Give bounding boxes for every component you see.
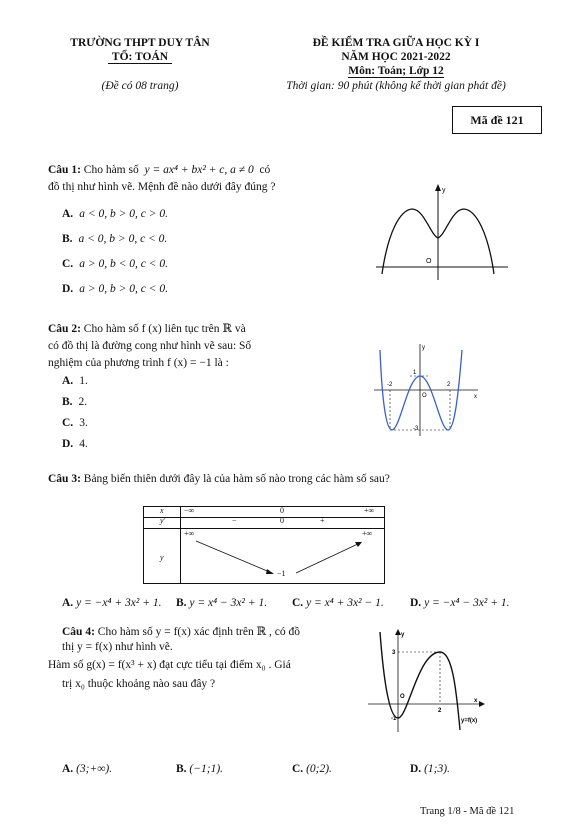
yprime-row-label: y' bbox=[160, 516, 166, 525]
option-text: y = −x⁴ − 3x² + 1. bbox=[424, 597, 510, 609]
q3-text: Bảng biến thiên dưới đây là của hàm số nào trong các hàm số sau? bbox=[83, 473, 390, 485]
sign-minus: − bbox=[232, 516, 237, 525]
q2-line1 bbox=[48, 322, 246, 337]
q4-option-c[interactable] bbox=[292, 763, 332, 775]
department-text: TỔ: TOÁN bbox=[108, 51, 172, 64]
school-name: TRƯỜNG THPT DUY TÂN bbox=[70, 37, 210, 49]
q1-graph bbox=[372, 182, 512, 282]
option-text: y = x⁴ + 3x² − 1. bbox=[306, 597, 384, 609]
option-text: a < 0, b > 0, c > 0. bbox=[79, 208, 168, 220]
option-label: A. bbox=[62, 763, 74, 775]
x-axis-label: x bbox=[474, 698, 478, 704]
arrow-down-head-icon bbox=[266, 569, 274, 574]
option-label: D. bbox=[62, 438, 74, 450]
q1-option-b[interactable] bbox=[62, 233, 167, 245]
q3-line bbox=[48, 472, 390, 487]
q1-option-d[interactable] bbox=[62, 283, 168, 295]
origin-label: O bbox=[422, 393, 427, 399]
sign-plus: + bbox=[320, 516, 325, 525]
q4-option-d[interactable] bbox=[410, 763, 450, 775]
tick-y-neg3: -3 bbox=[413, 426, 419, 432]
option-text: a > 0, b > 0, c < 0. bbox=[79, 283, 168, 295]
option-text: a > 0, b < 0, c < 0. bbox=[79, 258, 168, 270]
q1-option-a[interactable] bbox=[62, 208, 168, 220]
option-text: (0;2). bbox=[306, 763, 332, 775]
option-label: B. bbox=[62, 233, 73, 245]
y-min-val: −1 bbox=[277, 569, 286, 578]
tick-y-3: 3 bbox=[392, 650, 396, 656]
q3-option-b[interactable] bbox=[176, 597, 267, 609]
q1-label: Câu 1: bbox=[48, 164, 81, 176]
option-label: D. bbox=[410, 597, 422, 609]
option-text: (3;+∞). bbox=[76, 763, 113, 775]
q2-option-b[interactable] bbox=[62, 396, 87, 408]
page-count: (Đề có 08 trang) bbox=[101, 80, 179, 92]
q3-option-c[interactable] bbox=[292, 597, 384, 609]
option-label: D. bbox=[410, 763, 422, 775]
curve-label: y=f(x) bbox=[461, 718, 478, 724]
x-val-neg-inf: −∞ bbox=[184, 506, 195, 515]
x-val-pos-inf: +∞ bbox=[364, 506, 375, 515]
option-text: a < 0, b > 0, c < 0. bbox=[78, 233, 168, 245]
y-row-label: y bbox=[160, 553, 164, 562]
option-label: A. bbox=[62, 597, 74, 609]
q4-option-b[interactable] bbox=[176, 763, 223, 775]
school-year: NĂM HỌC 2021-2022 bbox=[341, 51, 451, 63]
q2-option-c[interactable] bbox=[62, 417, 88, 429]
option-label: B. bbox=[62, 396, 73, 408]
y-axis-label: y bbox=[401, 632, 405, 638]
tick-x-2: 2 bbox=[438, 708, 442, 714]
q2-text-1: Cho hàm số f (x) liên tục trên ℝ và bbox=[83, 323, 246, 335]
page-footer: Trang 1/8 - Mã đề 121 bbox=[420, 806, 515, 817]
q4-line1 bbox=[62, 624, 300, 638]
department bbox=[60, 51, 220, 63]
q4-label: Câu 4: bbox=[62, 626, 95, 638]
y-axis-arrow-icon bbox=[435, 184, 441, 191]
q2-graph bbox=[370, 340, 482, 440]
q1-line2: đồ thị như hình vẽ. Mệnh đề nào dưới đây đúng ? bbox=[48, 181, 276, 193]
table-arrows bbox=[144, 507, 384, 583]
option-label: A. bbox=[62, 208, 74, 220]
y-left-val: +∞ bbox=[184, 529, 195, 538]
tick-x-pos2: 2 bbox=[447, 382, 451, 388]
arrow-down-line bbox=[196, 541, 272, 573]
variation-table bbox=[143, 506, 385, 584]
option-text: (−1;1). bbox=[189, 763, 224, 775]
option-label: C. bbox=[62, 417, 74, 429]
time-limit: Thời gian: 90 phút (không kể thời gian phát đề) bbox=[286, 80, 506, 92]
option-label: D. bbox=[62, 283, 74, 295]
option-label: B. bbox=[176, 763, 187, 775]
option-text: y = −x⁴ + 3x² + 1. bbox=[76, 597, 162, 609]
x-axis-arrow-icon bbox=[479, 701, 485, 707]
option-label: C. bbox=[292, 597, 304, 609]
q4-line4: trị x₀ thuộc khoảng nào sau đây ? bbox=[62, 678, 216, 690]
subject-line bbox=[256, 65, 536, 77]
option-label: C. bbox=[62, 258, 74, 270]
option-label: C. bbox=[292, 763, 304, 775]
option-text: 4. bbox=[79, 438, 88, 450]
option-text: 3. bbox=[79, 417, 88, 429]
option-text: 1. bbox=[79, 375, 88, 387]
x-row-label: x bbox=[160, 506, 164, 515]
x-axis-label: x bbox=[474, 394, 477, 400]
q4-graph bbox=[364, 626, 494, 736]
y-axis-label: y bbox=[442, 187, 446, 194]
x-val-zero: 0 bbox=[280, 506, 284, 515]
option-label: A. bbox=[62, 375, 74, 387]
q2-line2: có đồ thị là đường cong như hình vẽ sau: Số bbox=[48, 340, 252, 352]
exam-code-box: Mã đề 121 bbox=[452, 106, 542, 134]
subject-text: Môn: Toán; Lớp 12 bbox=[348, 65, 444, 77]
q2-line3: nghiệm của phương trình f (x) = −1 là : bbox=[48, 357, 229, 369]
q1-text-a: Cho hàm số bbox=[83, 164, 139, 176]
q2-label: Câu 2: bbox=[48, 323, 81, 335]
y-right-val: +∞ bbox=[362, 529, 373, 538]
option-label: B. bbox=[176, 597, 187, 609]
q1-formula: y = ax⁴ + bx² + c, a ≠ 0 bbox=[144, 164, 254, 176]
origin-label: O bbox=[400, 694, 405, 700]
y-axis-label: y bbox=[422, 345, 425, 351]
q3-label: Câu 3: bbox=[48, 473, 81, 485]
tick-x-neg2: -2 bbox=[387, 382, 393, 388]
sign-zero: 0 bbox=[280, 516, 284, 525]
option-text: 2. bbox=[78, 396, 88, 408]
q2-option-a[interactable] bbox=[62, 375, 88, 387]
tick-y-neg1: -1 bbox=[391, 716, 397, 722]
q4-line3: Hàm số g(x) = f(x³ + x) đạt cực tiểu tại điểm x₀ . Giá bbox=[48, 659, 291, 671]
q1-line1 bbox=[48, 163, 270, 178]
q3-option-a[interactable] bbox=[62, 597, 162, 609]
q4-text-1: Cho hàm số y = f(x) xác định trên ℝ , có đồ bbox=[97, 626, 301, 638]
arrow-up-line bbox=[296, 543, 360, 573]
q4-line2: thị y = f(x) như hình vẽ. bbox=[62, 641, 173, 653]
q3-option-d[interactable] bbox=[410, 597, 510, 609]
option-text: (1;3). bbox=[424, 763, 450, 775]
q2-option-d[interactable] bbox=[62, 438, 88, 450]
option-text: y = x⁴ − 3x² + 1. bbox=[189, 597, 268, 609]
q1-text-b: có bbox=[259, 164, 271, 176]
q1-option-c[interactable] bbox=[62, 258, 168, 270]
q4-option-a[interactable] bbox=[62, 763, 112, 775]
exam-title: ĐỀ KIỂM TRA GIỮA HỌC KỲ I bbox=[312, 37, 480, 49]
tick-y-1: 1 bbox=[413, 370, 417, 376]
origin-label: O bbox=[426, 258, 432, 265]
